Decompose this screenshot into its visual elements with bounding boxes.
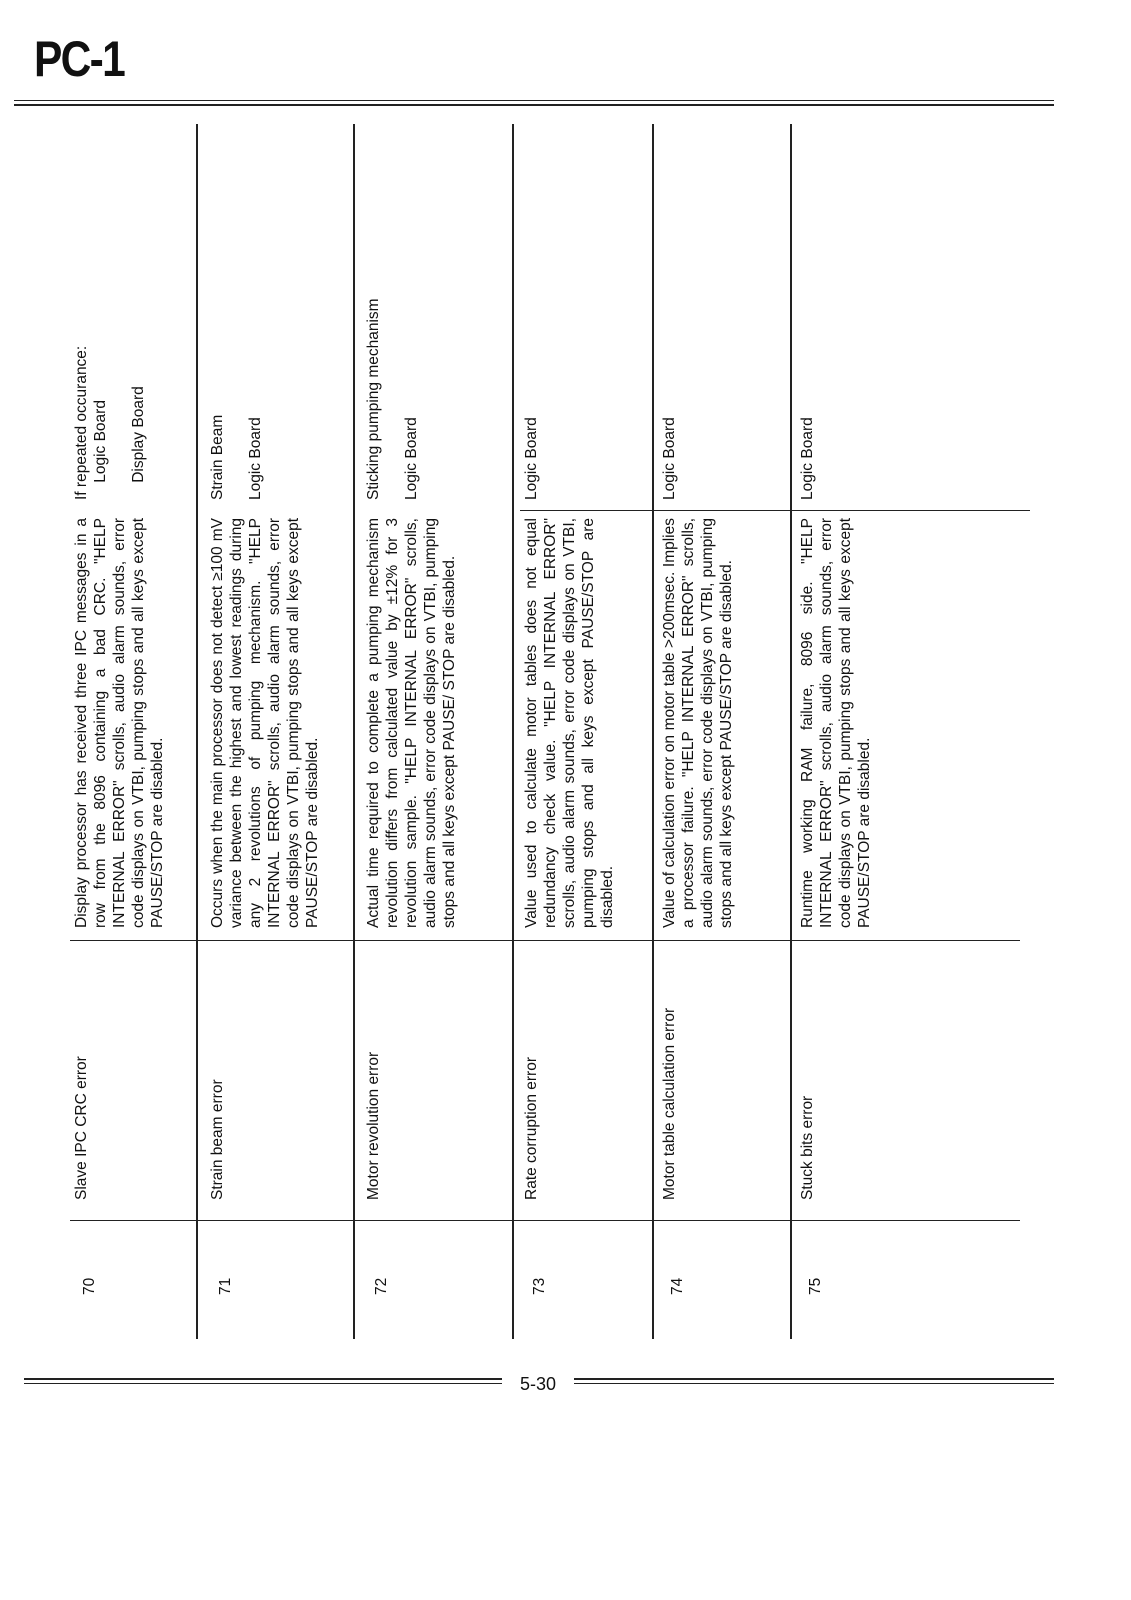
error-name-75: Stuck bits error <box>799 1095 816 1200</box>
brand-logo: PC-1 <box>34 31 125 87</box>
error-code-71: 71 <box>217 1277 234 1295</box>
error-description-70: Display processor has received three IPC messages in a row from the 8096 containing a bad CRC. "HELP INTERNAL ERROR" scrolls, audio alarm sounds, error code displays on VTBI, pumping stops and all keys except PAUSE/STOP are disabled. <box>73 513 166 928</box>
error-code-73: 73 <box>531 1277 548 1295</box>
error-code-74: 74 <box>669 1277 686 1295</box>
action-description-rule <box>520 510 1030 511</box>
error-description-73: Value used to calculate motor tables does not equal redundancy check value. "HELP INTERNAL ERROR" scrolls, audio alarm sounds, error code displays on VTBI, pumping stops and all keys except PAUSE/STOP are disabled. <box>523 513 616 928</box>
error-action-71: Strain Beam Logic Board <box>209 414 264 500</box>
error-code-70: 70 <box>81 1277 98 1295</box>
error-action-70: If repeated occurance: Logic Board Display Board <box>73 345 147 500</box>
error-action-73: Logic Board <box>523 417 540 500</box>
row-divider-73-74 <box>652 124 654 1339</box>
row-divider-74-75 <box>790 124 792 1339</box>
error-description-75: Runtime working RAM failure, 8096 side. "HELP INTERNAL ERROR" scrolls, audio alarm sounds, error code displays on VTBI, pumping stops and all keys except PAUSE/STOP are disabled. <box>799 513 873 928</box>
error-action-74: Logic Board <box>661 417 678 500</box>
error-action-72: Sticking pumping mechanism Logic Board <box>365 298 420 500</box>
footer-rule-right-top <box>574 1378 1054 1380</box>
error-name-70: Slave IPC CRC error <box>73 1056 90 1200</box>
footer-rule-left-top <box>24 1378 502 1380</box>
error-name-71: Strain beam error <box>209 1079 226 1200</box>
description-name-rule <box>70 940 1020 941</box>
footer-rule-left-bottom <box>24 1383 502 1384</box>
error-name-72: Motor revolution error <box>365 1051 382 1200</box>
header-rule-thin <box>14 100 1054 101</box>
error-code-75: 75 <box>807 1277 824 1295</box>
row-divider-72-73 <box>512 124 514 1339</box>
row-divider-70-71 <box>196 124 198 1339</box>
error-description-71: Occurs when the main processor does not detect ≥100 mV variance between the highest and lowest readings during any 2 revolutions of pumping mechanism. "HELP INTERNAL ERROR" scrolls, audio alarm sounds, error code displays on VTBI, pumping stops and all keys except PAUSE/STOP are disabled. <box>209 513 321 928</box>
name-code-rule <box>70 1220 1020 1221</box>
footer-rule-right-bottom <box>574 1383 1054 1384</box>
error-description-72: Actual time required to complete a pumping mechanism revolution differs from calculated value by ±12% for 3 revolution sample. "HELP INTERNAL ERROR" scrolls, audio alarm sounds, error code displays on VTBI, pumping stops and all keys except PAUSE/ STOP are disabled. <box>365 513 458 928</box>
error-name-74: Motor table calculation error <box>661 1007 678 1200</box>
page-number: 5-30 <box>520 1374 557 1394</box>
error-name-73: Rate corruption error <box>523 1056 540 1200</box>
error-code-72: 72 <box>373 1277 390 1295</box>
row-divider-71-72 <box>353 124 355 1339</box>
error-description-74: Value of calculation error on motor table >200msec. Implies a processor failure. "HELP INTERNAL ERROR" scrolls, audio alarm sounds, error code displays on VTBI, pumping stops and all keys except PAUSE/STOP are disabled. <box>661 513 735 928</box>
error-action-75: Logic Board <box>799 417 816 500</box>
header-rule-thick <box>14 104 1054 106</box>
